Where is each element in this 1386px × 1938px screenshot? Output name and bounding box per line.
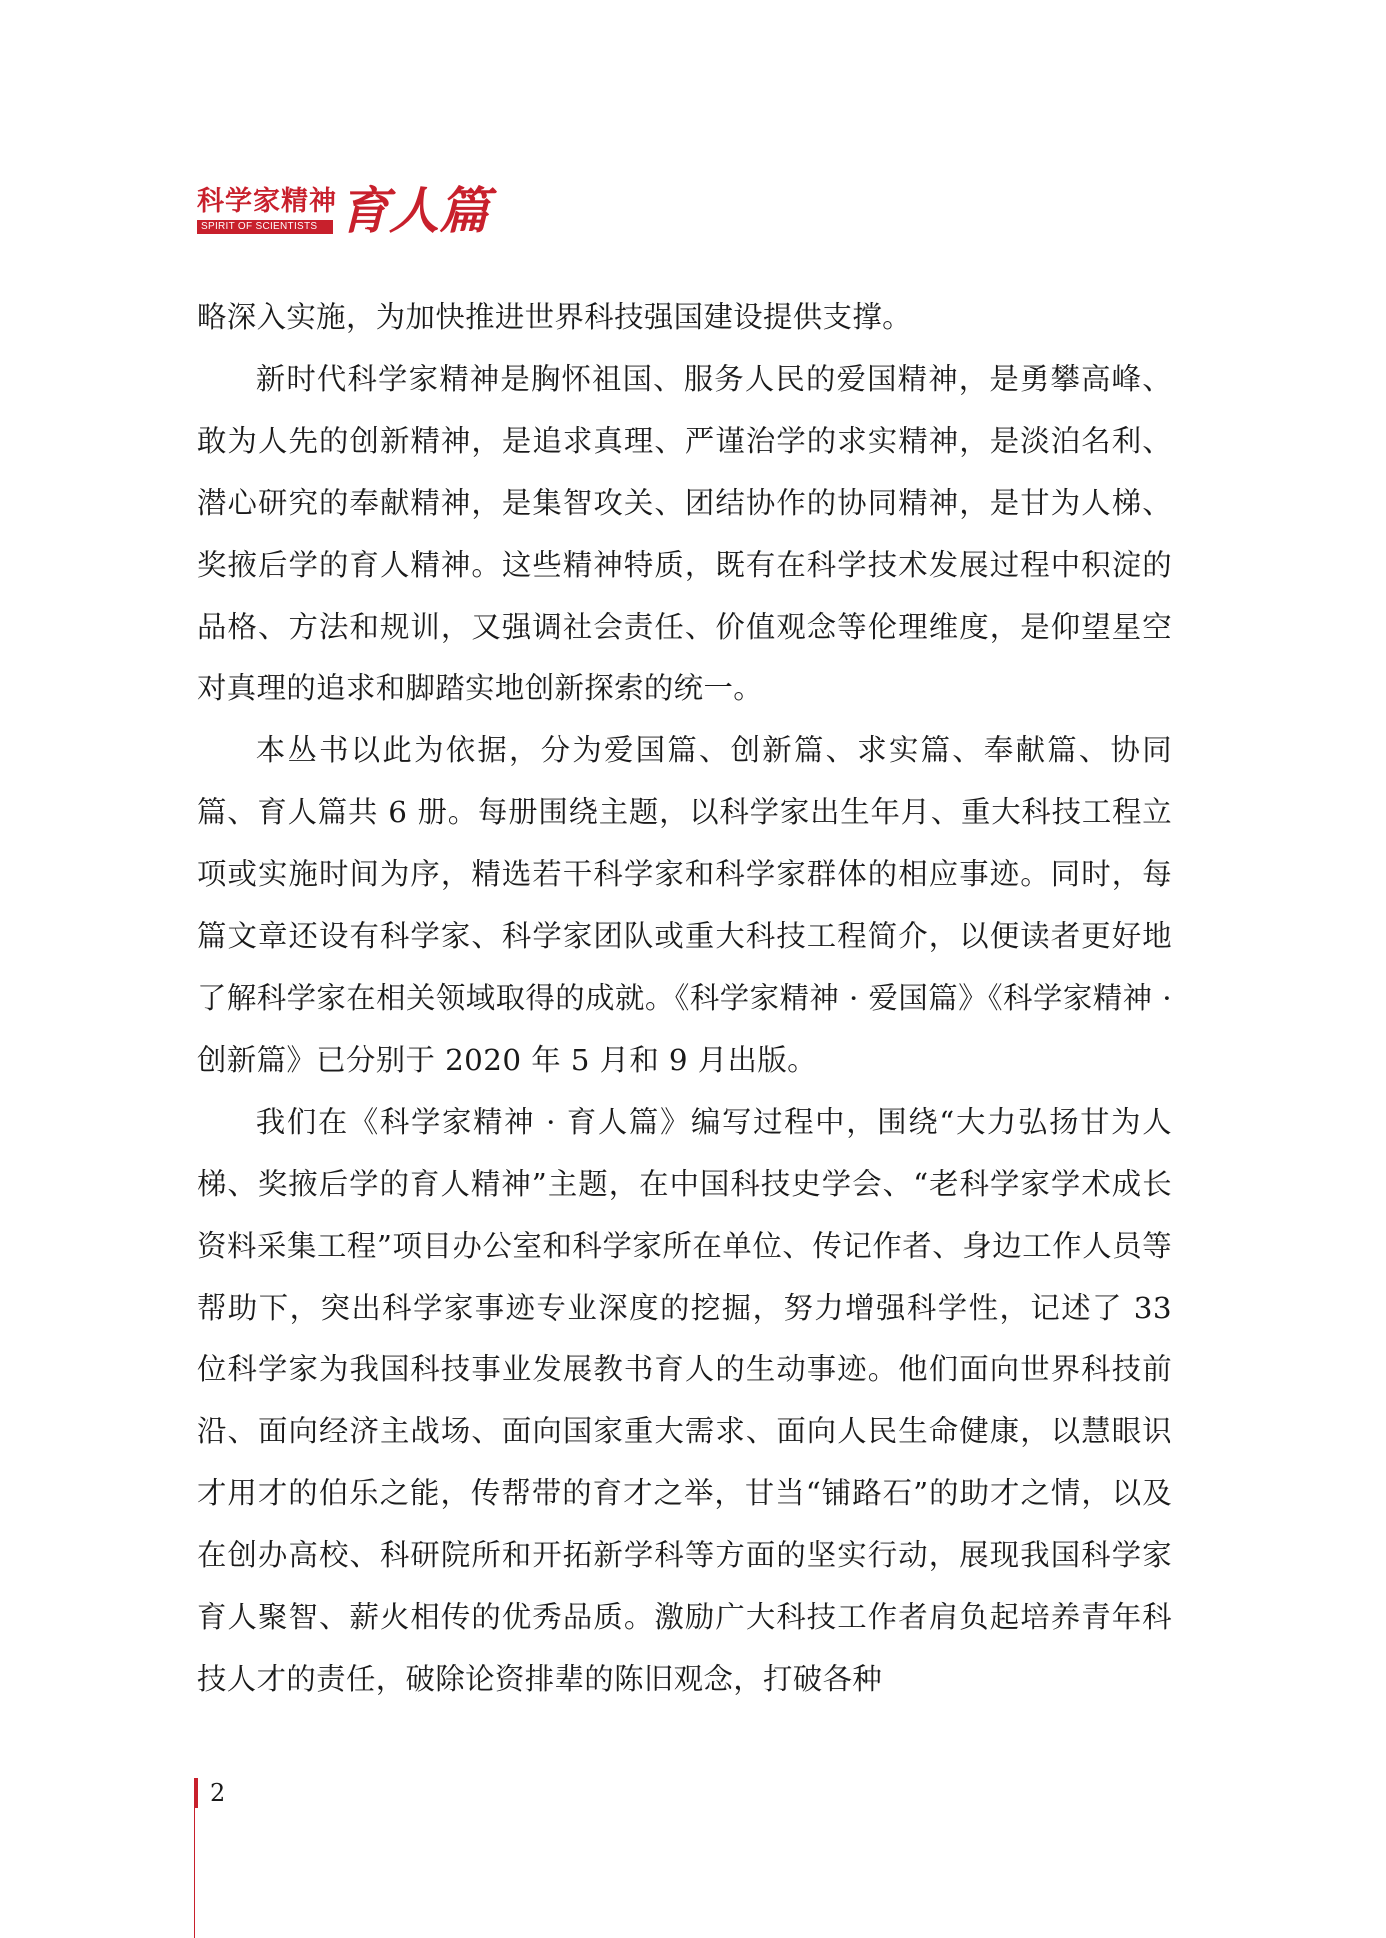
paragraph: 我们在《科学家精神 · 育人篇》编写过程中，围绕“大力弘扬甘为人梯、奖掖后学的育人精神”主题，在中国科技史学会、“老科学家学术成长资料采集工程”项目办公室和科学家所在单位、传记作者、身边工作人员等帮助下，突出科学家事迹专业深度的挖掘，努力增强科学性，记述了 33 位科学家为我国科技事业发展教书育人的生动事迹。他们面向世界科技前沿、面向经济主战场、面向国家重大需求、面向人民生命健康，以慧眼识才用才的伯乐之能，传帮带的育才之举，甘当“铺路石”的助才之情，以及在创办高校、科研院所和开拓新学科等方面的坚实行动，展现我国科学家育人聚智、薪火相传的优秀品质。激励广大科技工作者肩负起培养青年科技人才的责任，破除论资排辈的陈旧观念，打破各种 [197, 1104, 1172, 1696]
margin-rule [194, 1808, 195, 1938]
paragraph: 新时代科学家精神是胸怀祖国、服务人民的爱国精神，是勇攀高峰、敢为人先的创新精神，是追求真理、严谨治学的求实精神，是淡泊名利、潜心研究的奉献精神，是集智攻关、团结协作的协同精神，是甘为人梯、奖掖后学的育人精神。这些精神特质，既有在科学技术发展过程中积淀的品格、方法和规训，又强调社会责任、价值观念等伦理维度，是仰望星空对真理的追求和脚踏实地创新探索的统一。 [197, 361, 1172, 706]
footer-accent-bar [194, 1778, 198, 1808]
volume-title: 育人篇 [339, 181, 489, 240]
series-subtitle: SPIRIT OF SCIENTISTS [197, 220, 333, 234]
series-logo [197, 186, 337, 234]
page-number: 2 [210, 1779, 226, 1807]
body-text [197, 287, 1172, 1711]
page-header [197, 178, 497, 250]
paragraph: 本丛书以此为依据，分为爱国篇、创新篇、求实篇、奉献篇、协同篇、育人篇共 6 册。每册围绕主题，以科学家出生年月、重大科技工程立项或实施时间为序，精选若干科学家和科学家群体的相应事迹。同时，每篇文章还设有科学家、科学家团队或重大科技工程简介，以便读者更好地了解科学家在相关领域取得的成就。《科学家精神 · 爱国篇》《科学家精神 · 创新篇》已分别于 2020 年 5 月和 9 月出版。 [197, 733, 1172, 1077]
series-title: 科学家精神 [197, 186, 337, 217]
paragraph-continued: 略深入实施，为加快推进世界科技强国建设提供支撑。 [197, 300, 912, 334]
